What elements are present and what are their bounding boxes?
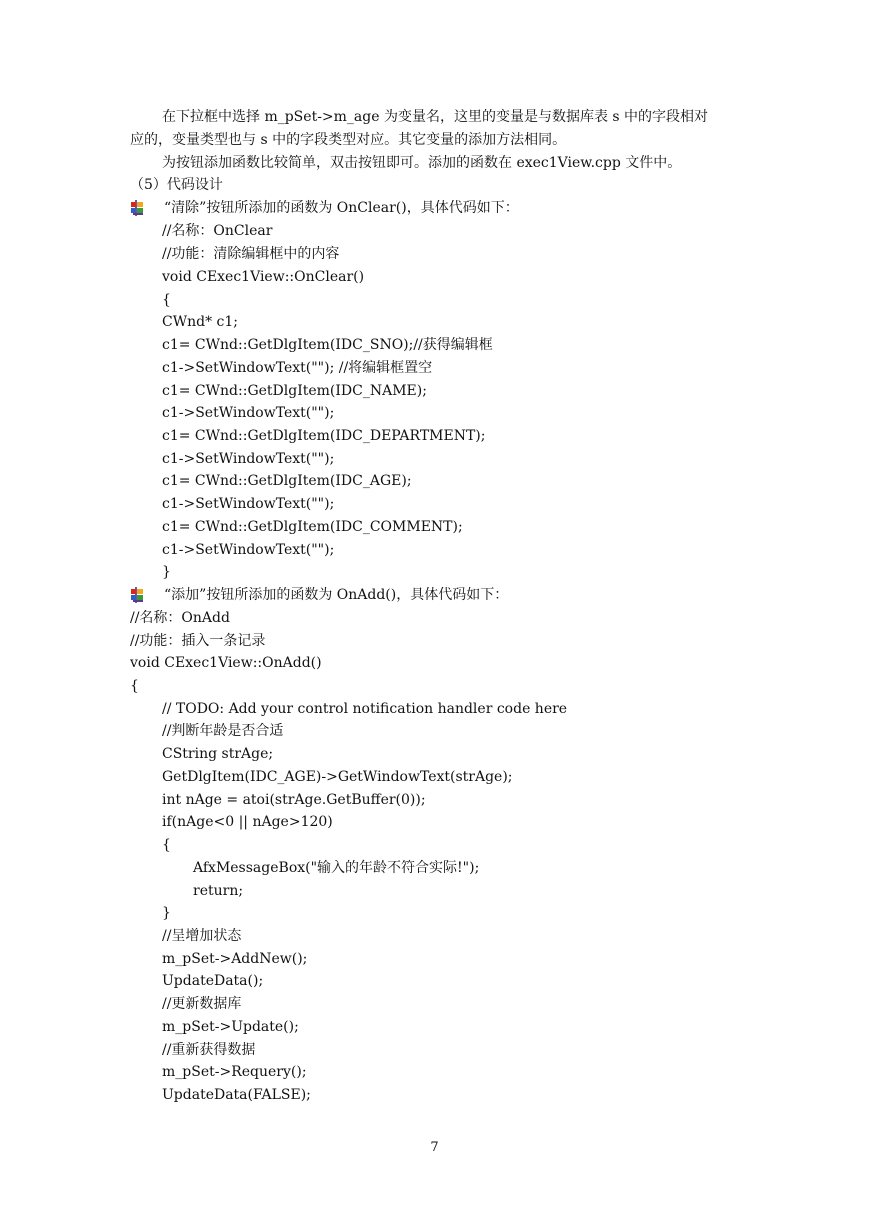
- bullet-text: “清除”按钮所添加的函数为 OnClear()，具体代码如下：: [164, 200, 519, 216]
- code-line: c1= CWnd::GetDlgItem(IDC_SNO);//获得编辑框: [162, 337, 493, 353]
- code-line: return;: [193, 883, 244, 899]
- paragraph-line: 应的，变量类型也与 s 中的字段类型对应。其它变量的添加方法相同。: [130, 132, 567, 148]
- code-line: //呈增加状态: [162, 928, 242, 944]
- code-line: m_pSet->Update();: [162, 1019, 299, 1035]
- code-line: c1->SetWindowText("");: [162, 405, 335, 421]
- code-line: }: [162, 905, 171, 921]
- code-line: //功能：清除编辑框中的内容: [162, 246, 340, 262]
- code-line: {: [162, 837, 171, 853]
- code-line: c1->SetWindowText("");: [162, 451, 335, 467]
- code-line: int nAge = atoi(strAge.GetBuffer(0));: [162, 792, 426, 808]
- code-line: AfxMessageBox("输入的年龄不符合实际!");: [193, 860, 480, 876]
- code-line: //更新数据库: [162, 996, 242, 1012]
- code-line: //重新获得数据: [162, 1042, 256, 1058]
- bullet-text: “添加”按钮所添加的函数为 OnAdd()，具体代码如下：: [164, 587, 509, 603]
- code-line: if(nAge<0 || nAge>120): [162, 814, 333, 830]
- code-line: GetDlgItem(IDC_AGE)->GetWindowText(strAge);: [162, 769, 513, 785]
- code-line: CString strAge;: [162, 746, 274, 762]
- code-line: //名称：OnAdd: [130, 610, 230, 626]
- code-line: UpdateData();: [162, 973, 264, 989]
- code-line: c1= CWnd::GetDlgItem(IDC_DEPARTMENT);: [162, 428, 486, 444]
- code-line: c1->SetWindowText(""); //将编辑框置空: [162, 360, 433, 376]
- code-line: c1= CWnd::GetDlgItem(IDC_NAME);: [162, 383, 427, 399]
- code-line: c1= CWnd::GetDlgItem(IDC_AGE);: [162, 473, 412, 489]
- code-line: //名称：OnClear: [162, 223, 273, 239]
- code-line: c1->SetWindowText("");: [162, 496, 335, 512]
- windows-flag-bullet-icon: [130, 200, 146, 216]
- code-line: {: [162, 292, 171, 308]
- code-line: UpdateData(FALSE);: [162, 1087, 311, 1103]
- page-number: 7: [430, 1140, 439, 1155]
- code-line: c1->SetWindowText("");: [162, 542, 335, 558]
- code-line: m_pSet->Requery();: [162, 1064, 307, 1080]
- code-line: {: [130, 678, 139, 694]
- windows-flag-bullet-icon: [130, 587, 146, 603]
- code-line: void CExec1View::OnAdd(): [130, 655, 322, 671]
- code-line: }: [162, 564, 171, 580]
- code-line: CWnd* c1;: [162, 314, 238, 330]
- code-line: // TODO: Add your control notification handler code here: [162, 701, 568, 717]
- code-line: c1= CWnd::GetDlgItem(IDC_COMMENT);: [162, 519, 463, 535]
- section-heading: （5）代码设计: [130, 177, 223, 193]
- code-line: //判断年龄是否合适: [162, 723, 284, 739]
- paragraph-line: 为按钮添加函数比较简单，双击按钮即可。添加的函数在 exec1View.cpp 文件中。: [162, 155, 682, 171]
- code-line: //功能：插入一条记录: [130, 633, 266, 649]
- code-line: m_pSet->AddNew();: [162, 951, 308, 967]
- code-line: void CExec1View::OnClear(): [162, 269, 365, 285]
- paragraph-line: 在下拉框中选择 m_pSet->m_age 为变量名，这里的变量是与数据库表 s 中的字段相对: [162, 109, 709, 125]
